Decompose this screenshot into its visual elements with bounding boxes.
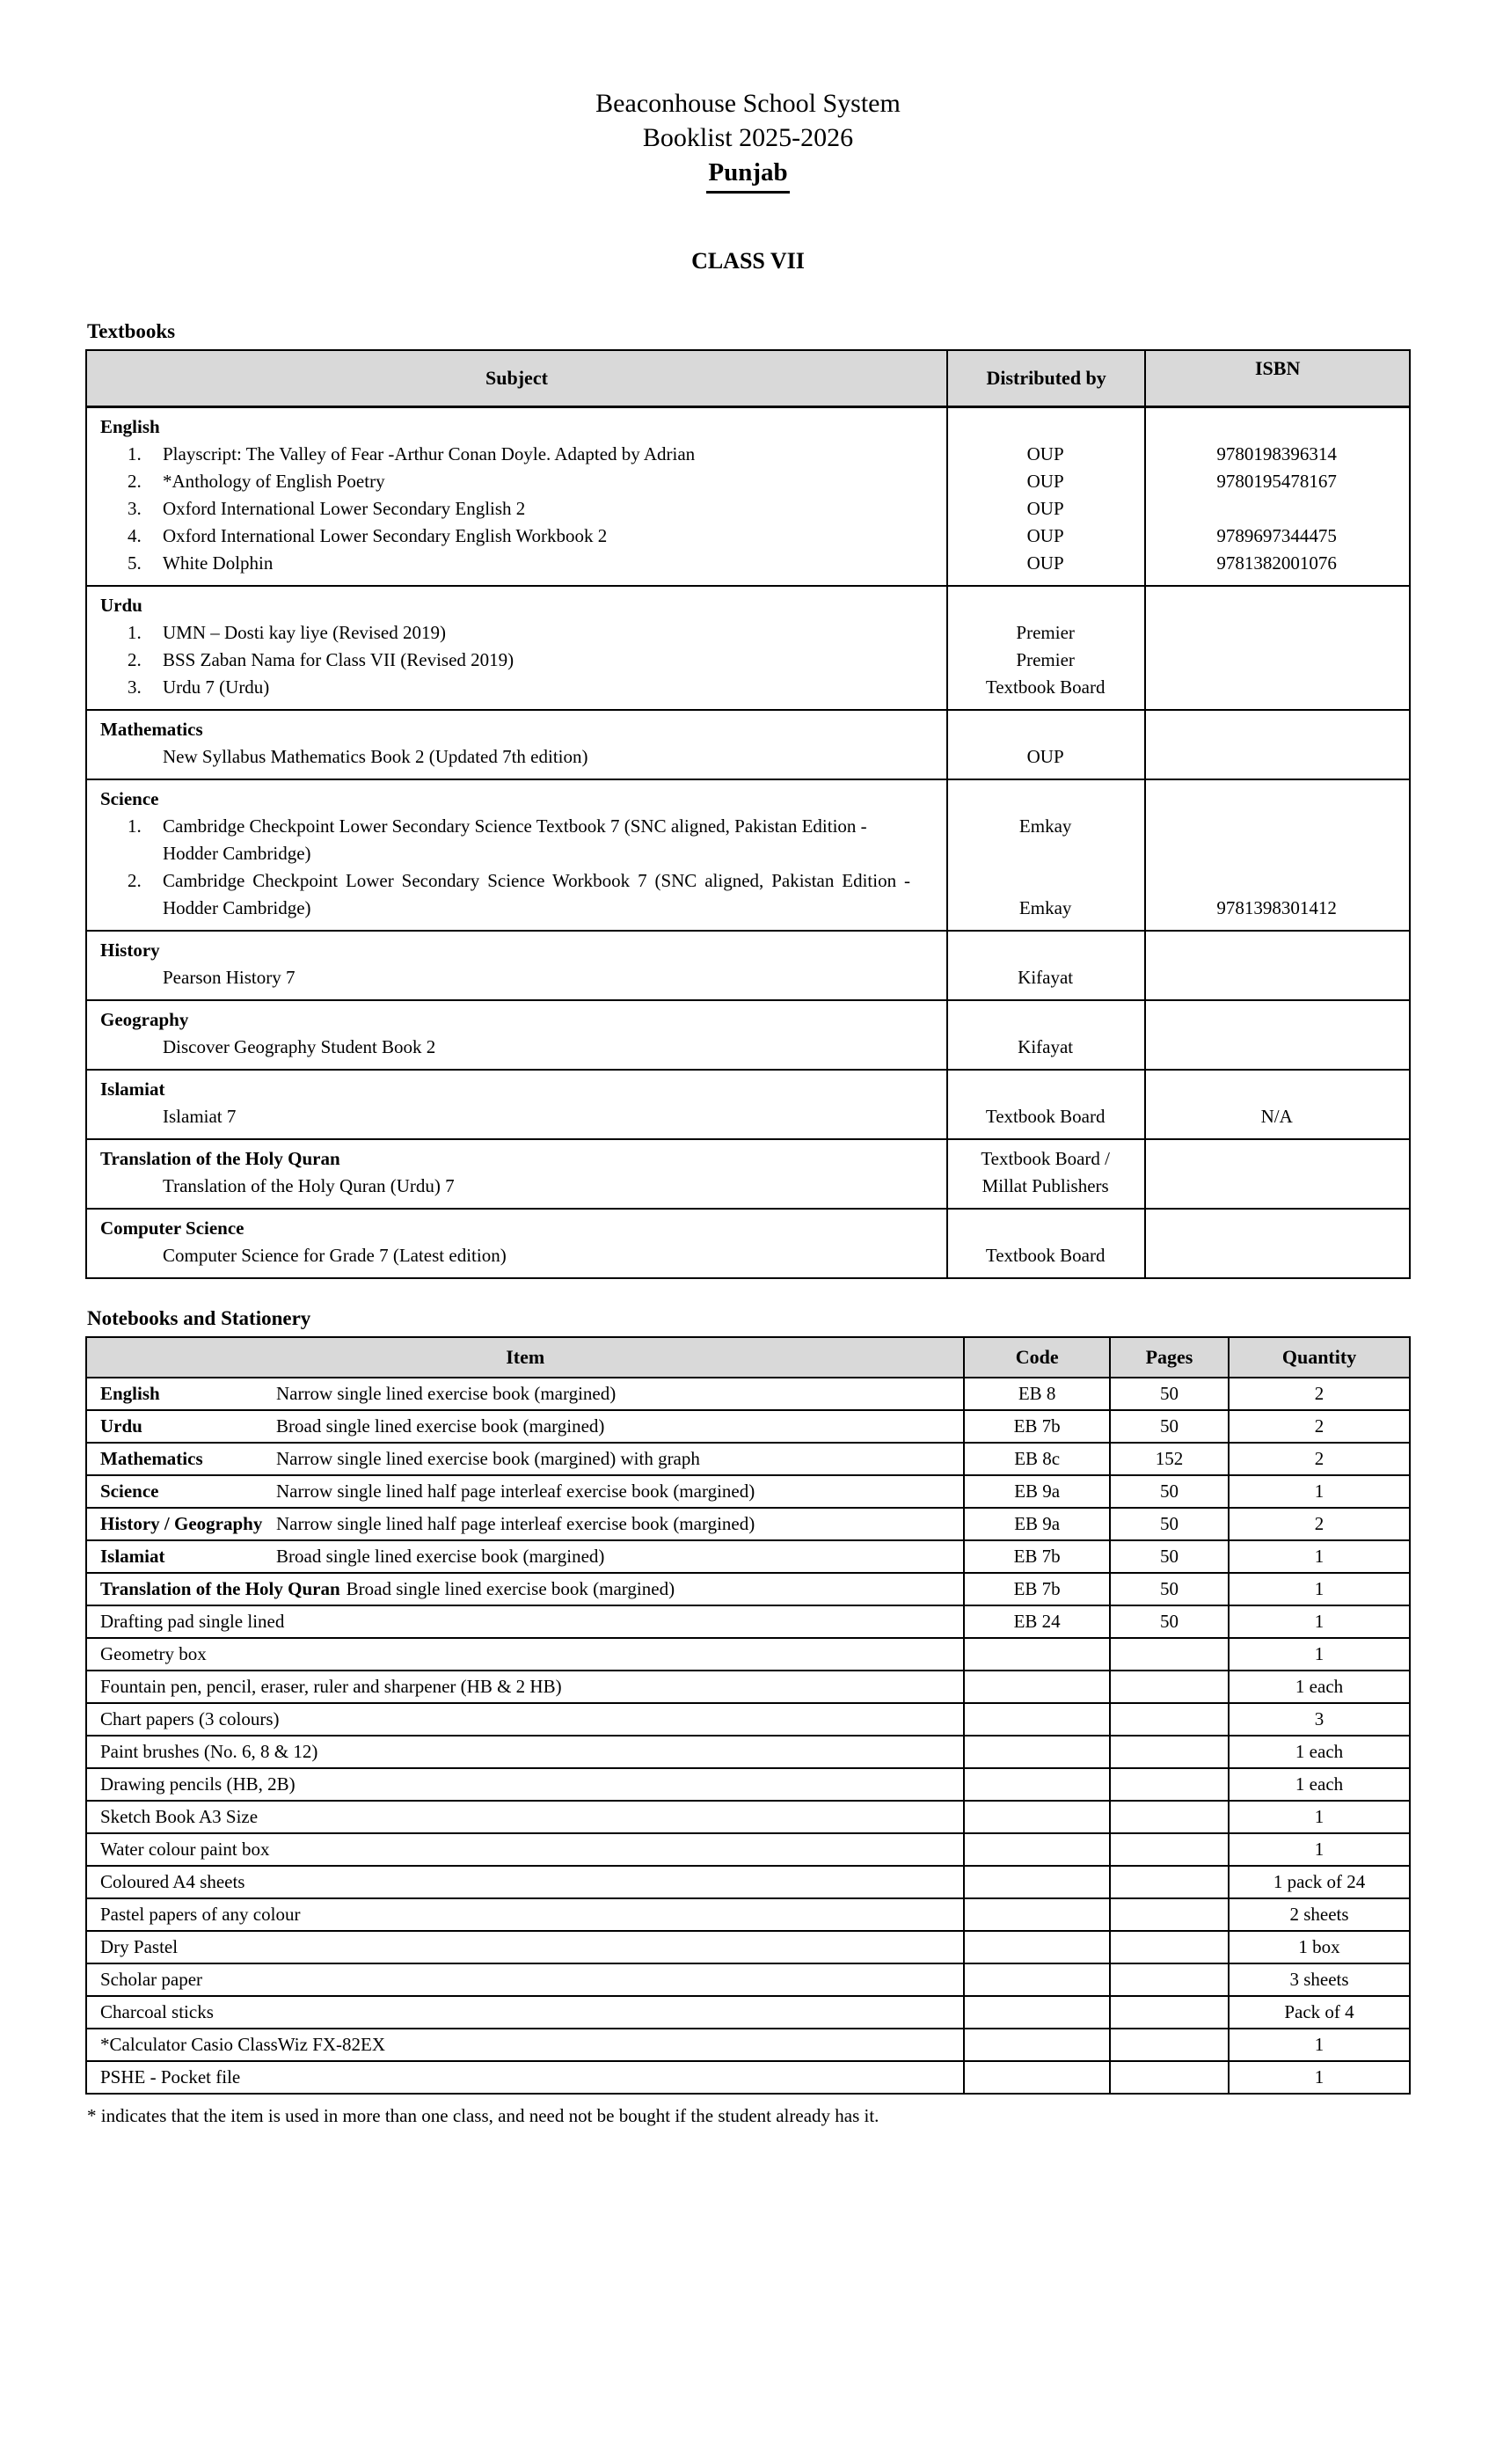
item-description: Dry Pastel xyxy=(100,1936,179,1957)
stationery-row xyxy=(87,1539,1409,1572)
item-number xyxy=(128,1173,163,1200)
distributor-cell xyxy=(946,413,1144,441)
pages-cell xyxy=(1109,1704,1228,1735)
item-description: Scholar paper xyxy=(100,1969,203,1990)
book-title: Discover Geography Student Book 2 xyxy=(163,1036,436,1057)
distributor-cell: Premier xyxy=(1016,622,1075,643)
isbn-cell xyxy=(1144,1034,1409,1061)
pages-cell xyxy=(1109,1964,1228,1995)
code-cell xyxy=(963,1997,1108,2028)
textbooks-table xyxy=(85,349,1411,1279)
item-cell xyxy=(87,1704,963,1735)
isbn-cell: N/A xyxy=(1260,1106,1293,1127)
code-cell: EB 7b xyxy=(963,1541,1108,1572)
book-title: BSS Zaban Nama for Class VII (Revised 2019) xyxy=(163,649,514,670)
column-divider xyxy=(1144,711,1146,779)
isbn-cell xyxy=(1144,786,1409,813)
item-subject: Science xyxy=(100,1481,159,1502)
distributor-cell: OUP xyxy=(1026,471,1064,492)
item-description: Narrow single lined exercise book (margined) with graph xyxy=(276,1448,700,1469)
pages-cell xyxy=(1109,1834,1228,1865)
item-description: Fountain pen, pencil, eraser, ruler and sharpener (HB & 2 HB) xyxy=(100,1676,562,1697)
distributor-cell: OUP xyxy=(1026,443,1064,464)
subject-heading: Translation of the Holy Quran xyxy=(100,1148,340,1169)
column-divider xyxy=(946,711,948,779)
pages-cell xyxy=(1109,1736,1228,1767)
item-cell xyxy=(87,1802,963,1832)
code-cell xyxy=(963,2062,1108,2093)
item-description: PSHE - Pocket file xyxy=(100,2066,241,2087)
pages-cell xyxy=(1109,1639,1228,1670)
stationery-row xyxy=(87,1800,1409,1832)
distributor-cell xyxy=(946,592,1144,619)
item-cell xyxy=(87,1639,963,1670)
isbn-cell xyxy=(1144,1076,1409,1103)
distributor-cell xyxy=(946,1215,1144,1242)
item-cell xyxy=(87,1378,963,1409)
isbn-cell xyxy=(1144,592,1409,619)
code-cell: EB 8c xyxy=(963,1444,1108,1474)
column-divider xyxy=(946,1001,948,1069)
quantity-cell: 3 xyxy=(1228,1704,1409,1735)
book-title-cell xyxy=(87,867,946,922)
item-description: Broad single lined exercise book (margined) xyxy=(276,1415,605,1437)
column-divider xyxy=(1144,1071,1146,1138)
pages-cell xyxy=(1109,2062,1228,2093)
textbook-section-urdu xyxy=(87,585,1409,709)
distributor-cell xyxy=(946,1076,1144,1103)
code-cell: EB 7b xyxy=(963,1574,1108,1605)
book-title-cell xyxy=(87,743,946,771)
stationery-row xyxy=(87,1735,1409,1767)
code-cell xyxy=(963,1899,1108,1930)
subject-heading: Islamiat xyxy=(100,1078,165,1100)
isbn-cell xyxy=(1144,619,1409,647)
stationery-row xyxy=(87,1507,1409,1539)
code-cell xyxy=(963,1834,1108,1865)
column-divider xyxy=(1144,1210,1146,1277)
subject-heading: Computer Science xyxy=(100,1217,244,1239)
code-cell xyxy=(963,1639,1108,1670)
column-divider xyxy=(1144,780,1146,930)
item-number: 1. xyxy=(128,443,142,464)
item-cell xyxy=(87,1997,963,2028)
distributor-cell: Emkay xyxy=(1018,815,1072,837)
item-number: 2. xyxy=(128,649,142,670)
item-subject: Islamiat xyxy=(100,1546,165,1567)
pages-cell: 50 xyxy=(1109,1574,1228,1605)
item-number xyxy=(128,1242,163,1269)
stationery-row xyxy=(87,1995,1409,2028)
book-title-cell xyxy=(87,1173,946,1200)
textbooks-section-label: Textbooks xyxy=(87,320,176,342)
item-cell xyxy=(87,1867,963,1897)
item-cell xyxy=(87,1606,963,1637)
item-number xyxy=(128,1103,163,1130)
stationery-row xyxy=(87,1442,1409,1474)
distributor-cell: OUP xyxy=(1026,525,1064,546)
item-cell xyxy=(87,1834,963,1865)
quantity-cell: 1 pack of 24 xyxy=(1228,1867,1409,1897)
isbn-cell xyxy=(1144,495,1409,523)
stationery-section-label: Notebooks and Stationery xyxy=(87,1307,311,1329)
distributor-cell: OUP xyxy=(1026,746,1064,767)
stationery-row xyxy=(87,1378,1409,1409)
stationery-row xyxy=(87,1409,1409,1442)
book-title-cell xyxy=(87,1034,946,1061)
stationery-row xyxy=(87,1605,1409,1637)
isbn-cell: 9780195478167 xyxy=(1216,471,1337,492)
isbn-cell: 9789697344475 xyxy=(1216,525,1337,546)
code-cell xyxy=(963,1704,1108,1735)
item-description: Narrow single lined exercise book (margined) xyxy=(276,1383,617,1404)
distributor-cell: Premier xyxy=(1016,649,1075,670)
distributor-cell: OUP xyxy=(1026,498,1064,519)
stationery-row xyxy=(87,1930,1409,1963)
book-title-cell xyxy=(87,468,946,495)
column-divider xyxy=(946,932,948,999)
item-cell xyxy=(87,2062,963,2093)
textbooks-table-header xyxy=(87,351,1409,408)
pages-cell: 50 xyxy=(1109,1509,1228,1539)
item-subject: Mathematics xyxy=(100,1448,203,1469)
item-cell xyxy=(87,1444,963,1474)
pages-cell: 50 xyxy=(1109,1606,1228,1637)
item-description: Charcoal sticks xyxy=(100,2001,214,2022)
item-description: Drafting pad single lined xyxy=(100,1611,285,1632)
item-subject: Urdu xyxy=(100,1415,142,1437)
item-number: 3. xyxy=(128,676,142,698)
isbn-cell xyxy=(1144,647,1409,674)
stationery-row xyxy=(87,1702,1409,1735)
subject-heading: Mathematics xyxy=(100,719,203,740)
distributor-cell: Textbook Board xyxy=(985,676,1106,698)
stationery-row xyxy=(87,1865,1409,1897)
subject-heading: English xyxy=(100,416,160,437)
pages-cell: 50 xyxy=(1109,1476,1228,1507)
column-divider xyxy=(946,408,948,585)
item-cell xyxy=(87,1769,963,1800)
book-title: *Anthology of English Poetry xyxy=(163,471,385,492)
isbn-cell xyxy=(1144,1173,1409,1200)
distributor-cell: Textbook Board / xyxy=(981,1148,1110,1169)
item-subject: English xyxy=(100,1383,160,1404)
code-cell xyxy=(963,2029,1108,2060)
item-description: Geometry box xyxy=(100,1643,207,1664)
textbook-section-history xyxy=(87,930,1409,999)
distributor-cell xyxy=(946,937,1144,964)
item-description: Chart papers (3 colours) xyxy=(100,1708,280,1729)
distributor-cell xyxy=(946,1006,1144,1034)
column-header-quantity: Quantity xyxy=(1228,1338,1409,1377)
distributor-cell xyxy=(946,716,1144,743)
code-cell xyxy=(963,1932,1108,1963)
isbn-cell xyxy=(1144,1215,1409,1242)
pages-cell: 50 xyxy=(1109,1541,1228,1572)
item-description: Paint brushes (No. 6, 8 & 12) xyxy=(100,1741,318,1762)
book-title-cell xyxy=(87,550,946,577)
code-cell: EB 9a xyxy=(963,1476,1108,1507)
column-divider xyxy=(1144,1140,1146,1208)
pages-cell: 50 xyxy=(1109,1378,1228,1409)
item-cell xyxy=(87,1476,963,1507)
stationery-row xyxy=(87,1832,1409,1865)
textbook-section-mathematics xyxy=(87,709,1409,779)
column-header-subject: Subject xyxy=(485,367,548,389)
stationery-table-header xyxy=(87,1338,1409,1378)
item-number: 2. xyxy=(128,471,142,492)
item-subject: History / Geography xyxy=(100,1513,263,1534)
code-cell xyxy=(963,1671,1108,1702)
distributor-cell: Millat Publishers xyxy=(982,1175,1109,1196)
book-title-cell xyxy=(87,813,946,867)
distributor-cell: Kifayat xyxy=(1018,967,1074,988)
item-number xyxy=(128,743,163,771)
distributor-cell: Emkay xyxy=(1018,897,1072,918)
item-description: Pastel papers of any colour xyxy=(100,1904,301,1925)
code-cell xyxy=(963,1802,1108,1832)
pages-cell xyxy=(1109,1769,1228,1800)
booklist-year: Booklist 2025-2026 xyxy=(642,123,854,152)
quantity-cell: 1 xyxy=(1228,1639,1409,1670)
pages-cell: 50 xyxy=(1109,1411,1228,1442)
column-divider xyxy=(946,1210,948,1277)
column-header-distributed-by: Distributed by xyxy=(946,351,1144,406)
code-cell xyxy=(963,1769,1108,1800)
code-cell xyxy=(963,1867,1108,1897)
quantity-cell: 2 xyxy=(1228,1509,1409,1539)
item-subject: Translation of the Holy Quran xyxy=(100,1578,340,1599)
textbook-section-science xyxy=(87,779,1409,930)
book-title: Playscript: The Valley of Fear -Arthur Conan Doyle. Adapted by Adrian xyxy=(163,443,696,464)
stationery-row xyxy=(87,1767,1409,1800)
item-description: Broad single lined exercise book (margined) xyxy=(346,1578,675,1599)
textbook-section-quran-translation xyxy=(87,1138,1409,1208)
column-header-isbn: ISBN xyxy=(1144,351,1409,406)
subject-heading: History xyxy=(100,940,160,961)
distributor-cell: Kifayat xyxy=(1018,1036,1074,1057)
quantity-cell: 2 xyxy=(1228,1378,1409,1409)
item-description: Broad single lined exercise book (margined) xyxy=(276,1546,605,1567)
book-title: New Syllabus Mathematics Book 2 (Updated 7th edition) xyxy=(163,746,588,767)
book-title-cell xyxy=(87,964,946,991)
quantity-cell: 1 xyxy=(1228,1541,1409,1572)
book-title: Translation of the Holy Quran (Urdu) 7 xyxy=(163,1175,455,1196)
quantity-cell: 1 each xyxy=(1228,1671,1409,1702)
column-divider xyxy=(1144,587,1146,709)
isbn-cell: 9781398301412 xyxy=(1216,897,1337,918)
book-title: Islamiat 7 xyxy=(163,1106,237,1127)
column-divider xyxy=(946,587,948,709)
distributor-cell xyxy=(946,786,1144,813)
pages-cell xyxy=(1109,1899,1228,1930)
column-header-item: Item xyxy=(506,1346,545,1368)
column-divider xyxy=(946,1140,948,1208)
item-description: Narrow single lined half page interleaf exercise book (margined) xyxy=(276,1513,755,1534)
item-number: 1. xyxy=(128,622,142,643)
book-title: Computer Science for Grade 7 (Latest edition) xyxy=(163,1245,507,1266)
stationery-row xyxy=(87,1963,1409,1995)
isbn-cell xyxy=(1144,937,1409,964)
stationery-row xyxy=(87,1474,1409,1507)
book-title-cell xyxy=(87,1103,946,1130)
column-header-code: Code xyxy=(963,1338,1108,1377)
quantity-cell: 1 each xyxy=(1228,1769,1409,1800)
item-cell xyxy=(87,1541,963,1572)
item-description: Narrow single lined half page interleaf exercise book (margined) xyxy=(276,1481,755,1502)
item-description: Coloured A4 sheets xyxy=(100,1871,245,1892)
subject-heading: Geography xyxy=(100,1009,189,1030)
stationery-row xyxy=(87,1897,1409,1930)
isbn-cell xyxy=(1144,413,1409,441)
quantity-cell: 1 xyxy=(1228,1606,1409,1637)
item-cell xyxy=(87,1671,963,1702)
column-divider xyxy=(1144,1001,1146,1069)
item-cell xyxy=(87,1932,963,1963)
stationery-table xyxy=(85,1336,1411,2095)
item-description: Water colour paint box xyxy=(100,1839,270,1860)
column-header-pages: Pages xyxy=(1109,1338,1228,1377)
textbook-section-geography xyxy=(87,999,1409,1069)
book-title-cell xyxy=(87,523,946,550)
column-divider xyxy=(946,780,948,930)
item-description: Sketch Book A3 Size xyxy=(100,1806,259,1827)
quantity-cell: 2 sheets xyxy=(1228,1899,1409,1930)
quantity-cell: 1 xyxy=(1228,1476,1409,1507)
book-title-cell xyxy=(87,441,946,468)
isbn-cell: 9780198396314 xyxy=(1216,443,1337,464)
item-number xyxy=(128,964,163,991)
code-cell: EB 9a xyxy=(963,1509,1108,1539)
book-title: White Dolphin xyxy=(163,552,274,574)
item-cell xyxy=(87,2029,963,2060)
stationery-row xyxy=(87,2028,1409,2060)
quantity-cell: 2 xyxy=(1228,1411,1409,1442)
pages-cell xyxy=(1109,1932,1228,1963)
isbn-cell xyxy=(1144,743,1409,771)
pages-cell xyxy=(1109,2029,1228,2060)
isbn-cell xyxy=(1144,813,1409,867)
pages-cell xyxy=(1109,1997,1228,2028)
stationery-row xyxy=(87,2060,1409,2093)
item-cell xyxy=(87,1411,963,1442)
textbook-section-islamiat xyxy=(87,1069,1409,1138)
book-title: Oxford International Lower Secondary English 2 xyxy=(163,498,526,519)
isbn-cell xyxy=(1144,1145,1409,1173)
pages-cell xyxy=(1109,1802,1228,1832)
distributor-cell: Textbook Board xyxy=(985,1106,1106,1127)
subject-heading: Urdu xyxy=(100,595,142,616)
quantity-cell: 1 xyxy=(1228,1834,1409,1865)
code-cell xyxy=(963,1964,1108,1995)
pages-cell: 152 xyxy=(1109,1444,1228,1474)
textbook-section-computer-science xyxy=(87,1208,1409,1277)
book-title-cell xyxy=(87,1242,946,1269)
isbn-cell: 9781382001076 xyxy=(1216,552,1337,574)
pages-cell xyxy=(1109,1867,1228,1897)
item-number: 2. xyxy=(128,870,142,891)
distributor-cell: Textbook Board xyxy=(985,1245,1106,1266)
code-cell xyxy=(963,1736,1108,1767)
quantity-cell: 1 each xyxy=(1228,1736,1409,1767)
page-content xyxy=(85,320,1411,2127)
item-cell xyxy=(87,1509,963,1539)
stationery-row xyxy=(87,1670,1409,1702)
isbn-cell xyxy=(1144,1242,1409,1269)
distributor-cell: OUP xyxy=(1026,552,1064,574)
stationery-row xyxy=(87,1637,1409,1670)
book-title: Cambridge Checkpoint Lower Secondary Science Textbook 7 (SNC aligned, Pakistan Edition - Hodder Cambridge) xyxy=(163,815,867,864)
column-divider xyxy=(1144,932,1146,999)
region-title: Punjab xyxy=(706,155,789,194)
isbn-cell xyxy=(1144,716,1409,743)
book-title: Urdu 7 (Urdu) xyxy=(163,676,270,698)
code-cell: EB 8 xyxy=(963,1378,1108,1409)
quantity-cell: 1 xyxy=(1228,1802,1409,1832)
quantity-cell: 1 xyxy=(1228,2029,1409,2060)
item-description: *Calculator Casio ClassWiz FX-82EX xyxy=(100,2034,386,2055)
book-title: UMN – Dosti kay liye (Revised 2019) xyxy=(163,622,446,643)
item-cell xyxy=(87,1574,963,1605)
item-cell xyxy=(87,1736,963,1767)
item-description: Drawing pencils (HB, 2B) xyxy=(100,1773,296,1795)
class-heading: CLASS VII xyxy=(691,248,805,274)
quantity-cell: 1 box xyxy=(1228,1932,1409,1963)
item-number: 3. xyxy=(128,498,142,519)
book-title-cell xyxy=(87,674,946,701)
column-divider xyxy=(946,1071,948,1138)
quantity-cell: Pack of 4 xyxy=(1228,1997,1409,2028)
isbn-cell xyxy=(1144,674,1409,701)
item-number: 5. xyxy=(128,552,142,574)
book-title-cell xyxy=(87,647,946,674)
pages-cell xyxy=(1109,1671,1228,1702)
quantity-cell: 3 sheets xyxy=(1228,1964,1409,1995)
column-divider xyxy=(1144,408,1146,585)
textbook-section-english xyxy=(87,408,1409,585)
book-title: Cambridge Checkpoint Lower Secondary Science Workbook 7 (SNC aligned, Pakistan Edition - Hodder Cambridge) xyxy=(163,870,910,918)
subject-heading: Science xyxy=(100,788,159,809)
item-number: 4. xyxy=(128,525,142,546)
item-number: 1. xyxy=(128,815,142,837)
book-title-cell xyxy=(87,495,946,523)
isbn-cell xyxy=(1144,964,1409,991)
isbn-cell xyxy=(1144,1006,1409,1034)
quantity-cell: 1 xyxy=(1228,2062,1409,2093)
item-cell xyxy=(87,1964,963,1995)
stationery-row xyxy=(87,1572,1409,1605)
item-cell xyxy=(87,1899,963,1930)
quantity-cell: 1 xyxy=(1228,1574,1409,1605)
code-cell: EB 7b xyxy=(963,1411,1108,1442)
asterisk-footnote: * indicates that the item is used in more than one class, and need not be bought if the student already has it. xyxy=(87,2105,879,2126)
school-name: Beaconhouse School System xyxy=(595,89,901,118)
book-title-cell xyxy=(87,619,946,647)
quantity-cell: 2 xyxy=(1228,1444,1409,1474)
item-number xyxy=(128,1034,163,1061)
code-cell: EB 24 xyxy=(963,1606,1108,1637)
document-header xyxy=(0,0,1496,194)
book-title: Pearson History 7 xyxy=(163,967,296,988)
book-title: Oxford International Lower Secondary English Workbook 2 xyxy=(163,525,608,546)
